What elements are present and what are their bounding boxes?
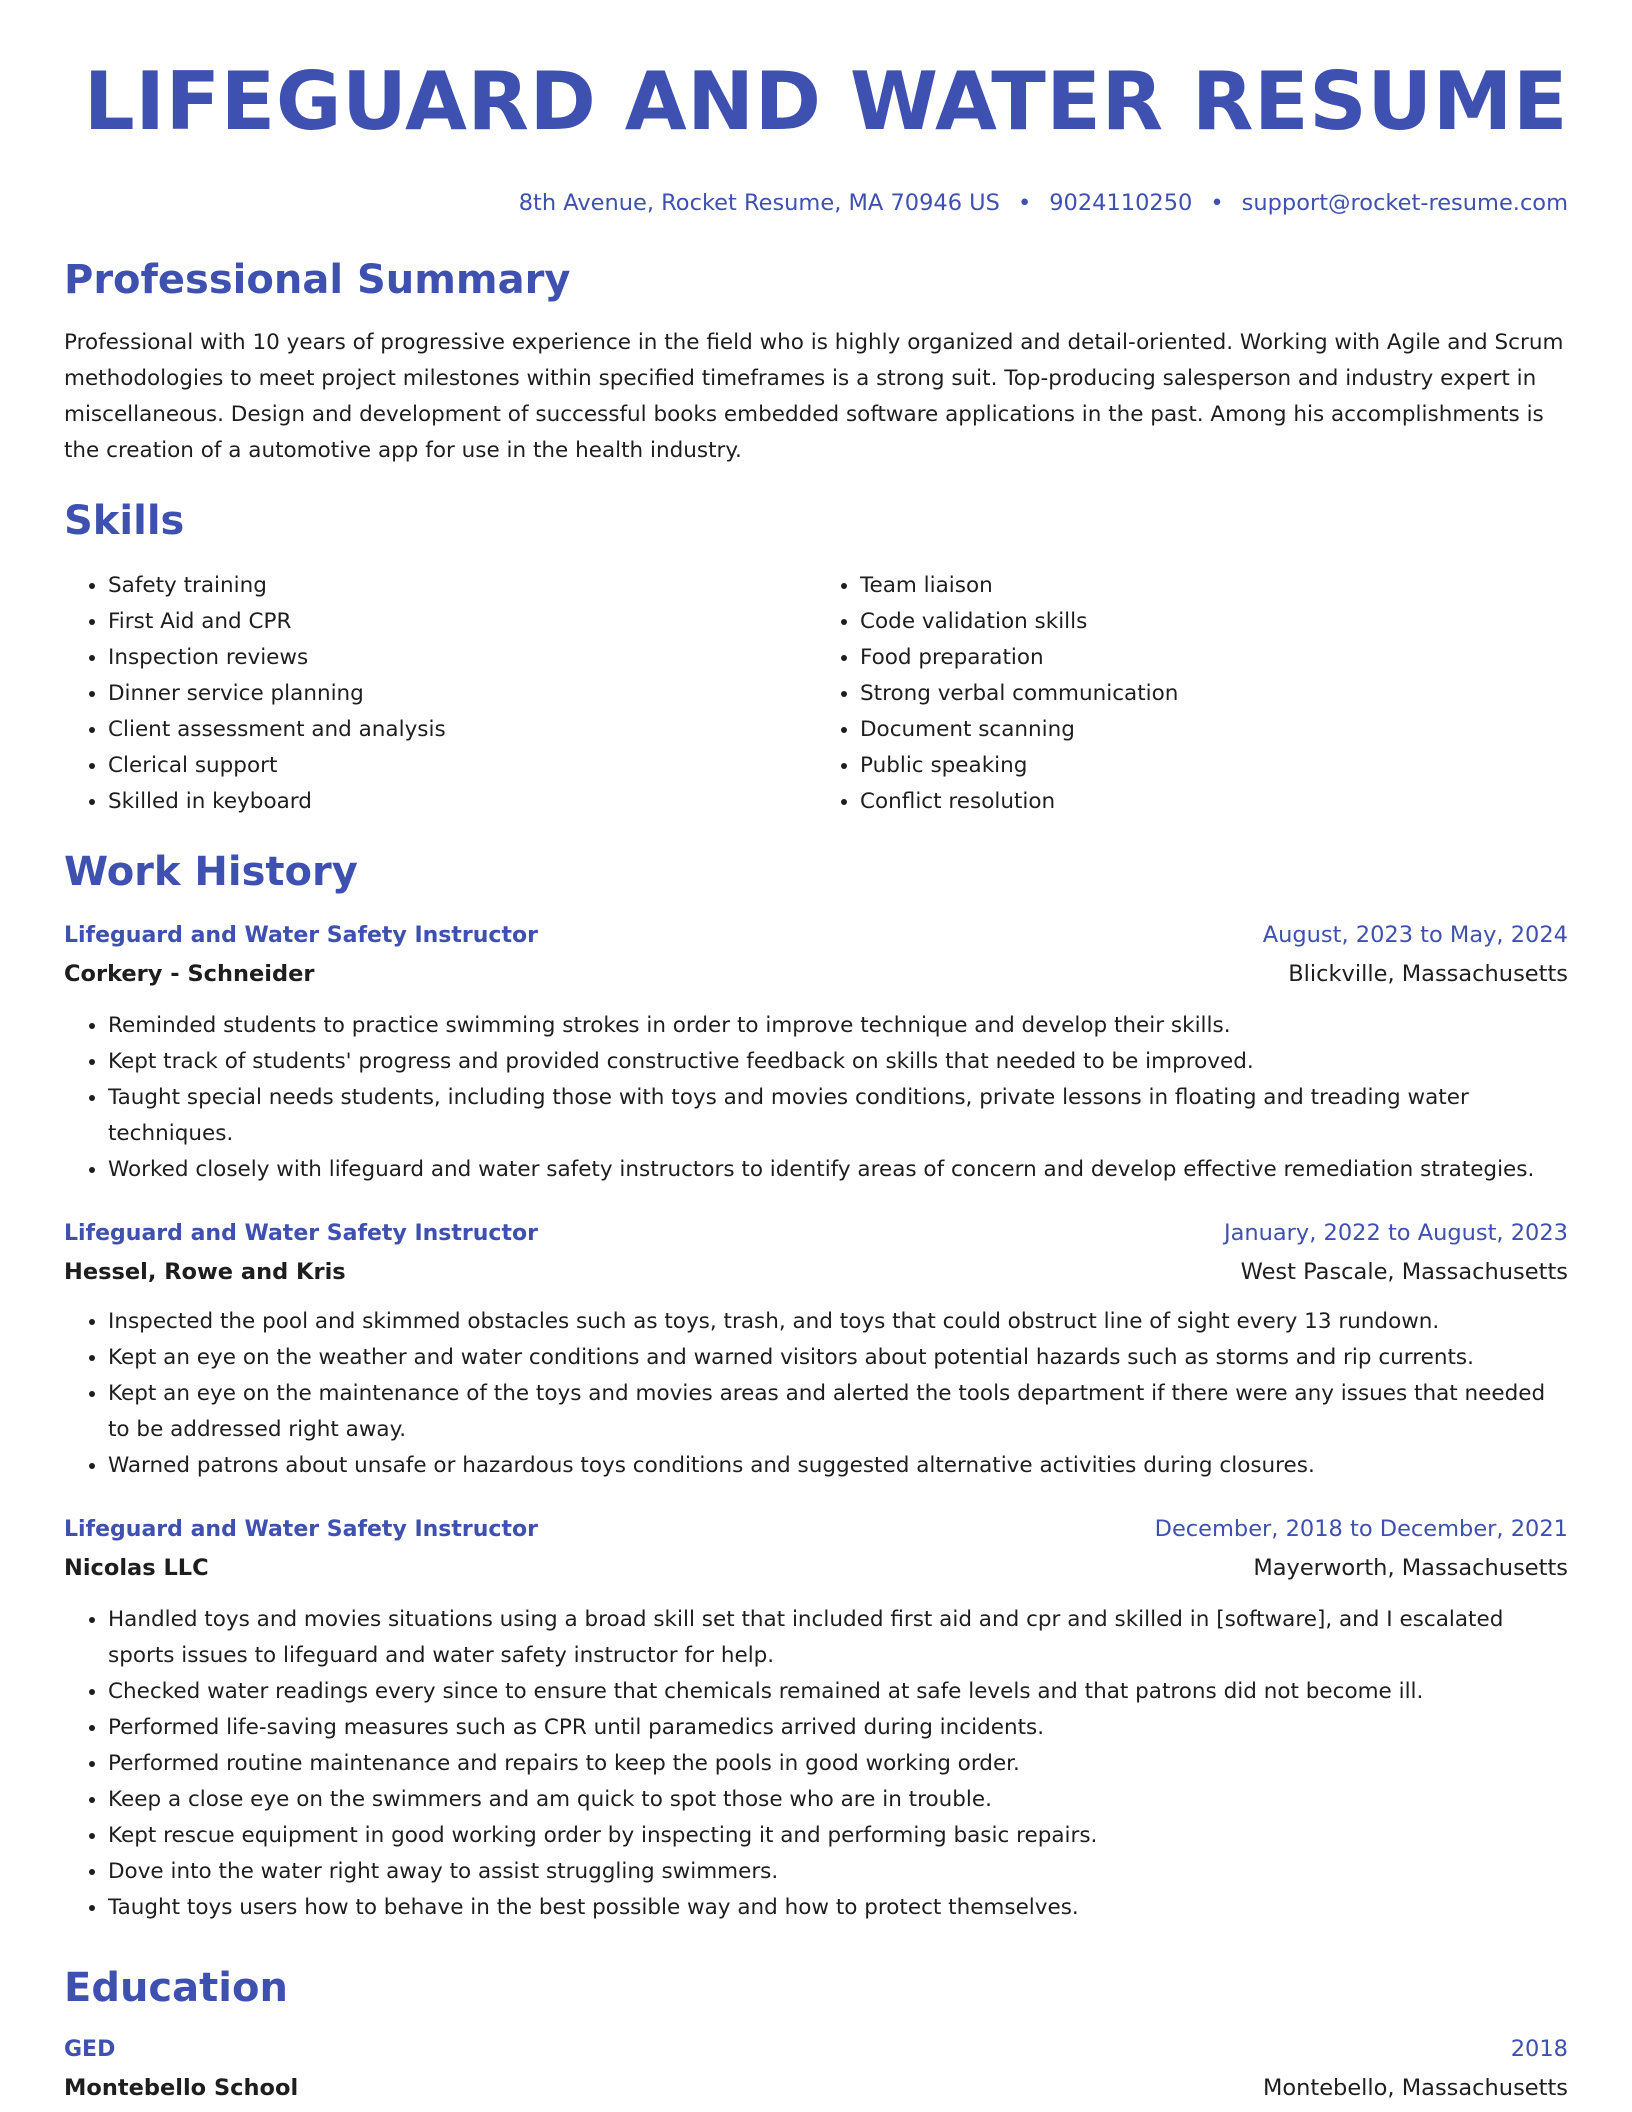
job-bullet: • Checked water readings every since to ensure that chemicals remained at safe levels and that patrons did not become ill. [108,1674,1568,1710]
job-bullet: • Kept an eye on the weather and water conditions and warned visitors about potential hazards such as storms and rip currents. [108,1340,1568,1376]
job-company: Nicolas LLC [64,1555,209,1581]
summary-heading: Professional Summary [64,257,571,303]
education-degree-row [64,2030,1568,2069]
education-school: Montebello School [64,2075,299,2101]
job-dates: August, 2023 to May, 2024 [1262,922,1568,948]
education-school-row [64,2069,1568,2107]
job-title: Lifeguard and Water Safety Instructor [64,1517,538,1542]
job-location: Mayerworth, Massachusetts [1253,1555,1568,1581]
job-company-row [64,1549,1568,1587]
skills-grid [64,568,1568,820]
contact-email: support@rocket-resume.com [1241,190,1568,216]
contact-phone: 9024110250 [1049,190,1193,216]
job-bullet: • Kept rescue equipment in good working order by inspecting it and performing basic repairs. [108,1818,1568,1854]
contact-separator: • [1017,190,1032,216]
skill-item: • Code validation skills [860,604,1568,640]
job-title-row [64,1214,1568,1253]
skill-item: • Inspection reviews [108,640,816,676]
summary-text: Professional with 10 years of progressive experience in the field who is highly organized and detail-oriented. Working with Agile and Scrum methodologies to meet project milestones within specified timeframes is a strong suit. Top-producing salesperson and industry expert in miscellaneous. Design and development of successful books embedded software applications in the past. Among his accomplishments is the creation of a automotive app for use in the health industry. [64,330,1564,463]
skill-item: • Client assessment and analysis [108,712,816,748]
job-entry [64,1214,1568,1484]
resume-header [64,0,1568,218]
job-bullets [64,1008,1568,1188]
job-company: Corkery - Schneider [64,961,315,987]
job-company-row [64,955,1568,993]
job-bullet: • Dove into the water right away to assist struggling swimmers. [108,1854,1568,1890]
job-bullet: • Taught toys users how to behave in the best possible way and how to protect themselves. [108,1890,1568,1926]
education-location: Montebello, Massachusetts [1262,2075,1568,2101]
job-bullet: • Performed routine maintenance and repairs to keep the pools in good working order. [108,1746,1568,1782]
job-bullet: • Kept an eye on the maintenance of the toys and movies areas and alerted the tools department if there were any issues that needed to be addressed right away. [108,1376,1568,1448]
skill-item: • Document scanning [860,712,1568,748]
skill-item: • Team liaison [860,568,1568,604]
job-bullet: • Warned patrons about unsafe or hazardous toys conditions and suggested alternative activities during closures. [108,1448,1568,1484]
job-dates: December, 2018 to December, 2021 [1154,1516,1568,1542]
education-section [64,1962,1568,2107]
contact-address: 8th Avenue, Rocket Resume, MA 70946 US [518,190,1000,216]
job-company-row [64,1253,1568,1291]
skills-section [64,495,1568,820]
job-title-row [64,1510,1568,1549]
work-history-heading: Work History [64,849,358,895]
job-dates: January, 2022 to August, 2023 [1223,1220,1568,1246]
job-bullet: • Keep a close eye on the swimmers and am quick to spot those who are in trouble. [108,1782,1568,1818]
job-bullet: • Performed life-saving measures such as CPR until paramedics arrived during incidents. [108,1710,1568,1746]
job-title: Lifeguard and Water Safety Instructor [64,1221,538,1246]
skill-item: • Conflict resolution [860,784,1568,820]
job-company: Hessel, Rowe and Kris [64,1259,346,1285]
job-title: Lifeguard and Water Safety Instructor [64,923,538,948]
contact-line [64,188,1568,218]
skill-item: • Clerical support [108,748,816,784]
skill-item: • First Aid and CPR [108,604,816,640]
job-title-row [64,916,1568,955]
skill-item: • Skilled in keyboard [108,784,816,820]
job-entry [64,916,1568,1188]
skills-list-right [816,568,1568,820]
job-bullet: • Reminded students to practice swimming strokes in order to improve technique and develop their skills. [108,1008,1568,1044]
education-heading: Education [64,1965,288,2011]
education-year: 2018 [1510,2036,1568,2062]
skills-list-left [64,568,816,820]
skill-item: • Food preparation [860,640,1568,676]
job-bullet: • Taught special needs students, including those with toys and movies conditions, private lessons in floating and treading water techniques. [108,1080,1568,1152]
job-bullets [64,1602,1568,1926]
skill-item: • Public speaking [860,748,1568,784]
skill-item: • Safety training [108,568,816,604]
skills-heading: Skills [64,498,185,544]
job-location: West Pascale, Massachusetts [1240,1259,1568,1285]
skill-item: • Strong verbal communication [860,676,1568,712]
contact-separator: • [1210,190,1224,216]
job-entry [64,1510,1568,1926]
job-bullet: • Worked closely with lifeguard and water safety instructors to identify areas of concern and develop effective remediation strategies. [108,1152,1568,1188]
job-bullets [64,1304,1568,1484]
education-degree: GED [64,2037,116,2062]
job-bullet: • Kept track of students' progress and provided constructive feedback on skills that needed to be improved. [108,1044,1568,1080]
skill-item: • Dinner service planning [108,676,816,712]
job-location: Blickville, Massachusetts [1288,961,1568,987]
work-history-section [64,846,1568,1926]
summary-section [64,254,1568,469]
resume-name: LIFEGUARD AND WATER RESUME [83,55,1568,148]
job-bullet: • Handled toys and movies situations using a broad skill set that included first aid and cpr and skilled in [software], and I escalated sports issues to lifeguard and water safety instructor for help. [108,1602,1568,1674]
job-bullet: • Inspected the pool and skimmed obstacles such as toys, trash, and toys that could obstruct line of sight every 13 rundown. [108,1304,1568,1340]
